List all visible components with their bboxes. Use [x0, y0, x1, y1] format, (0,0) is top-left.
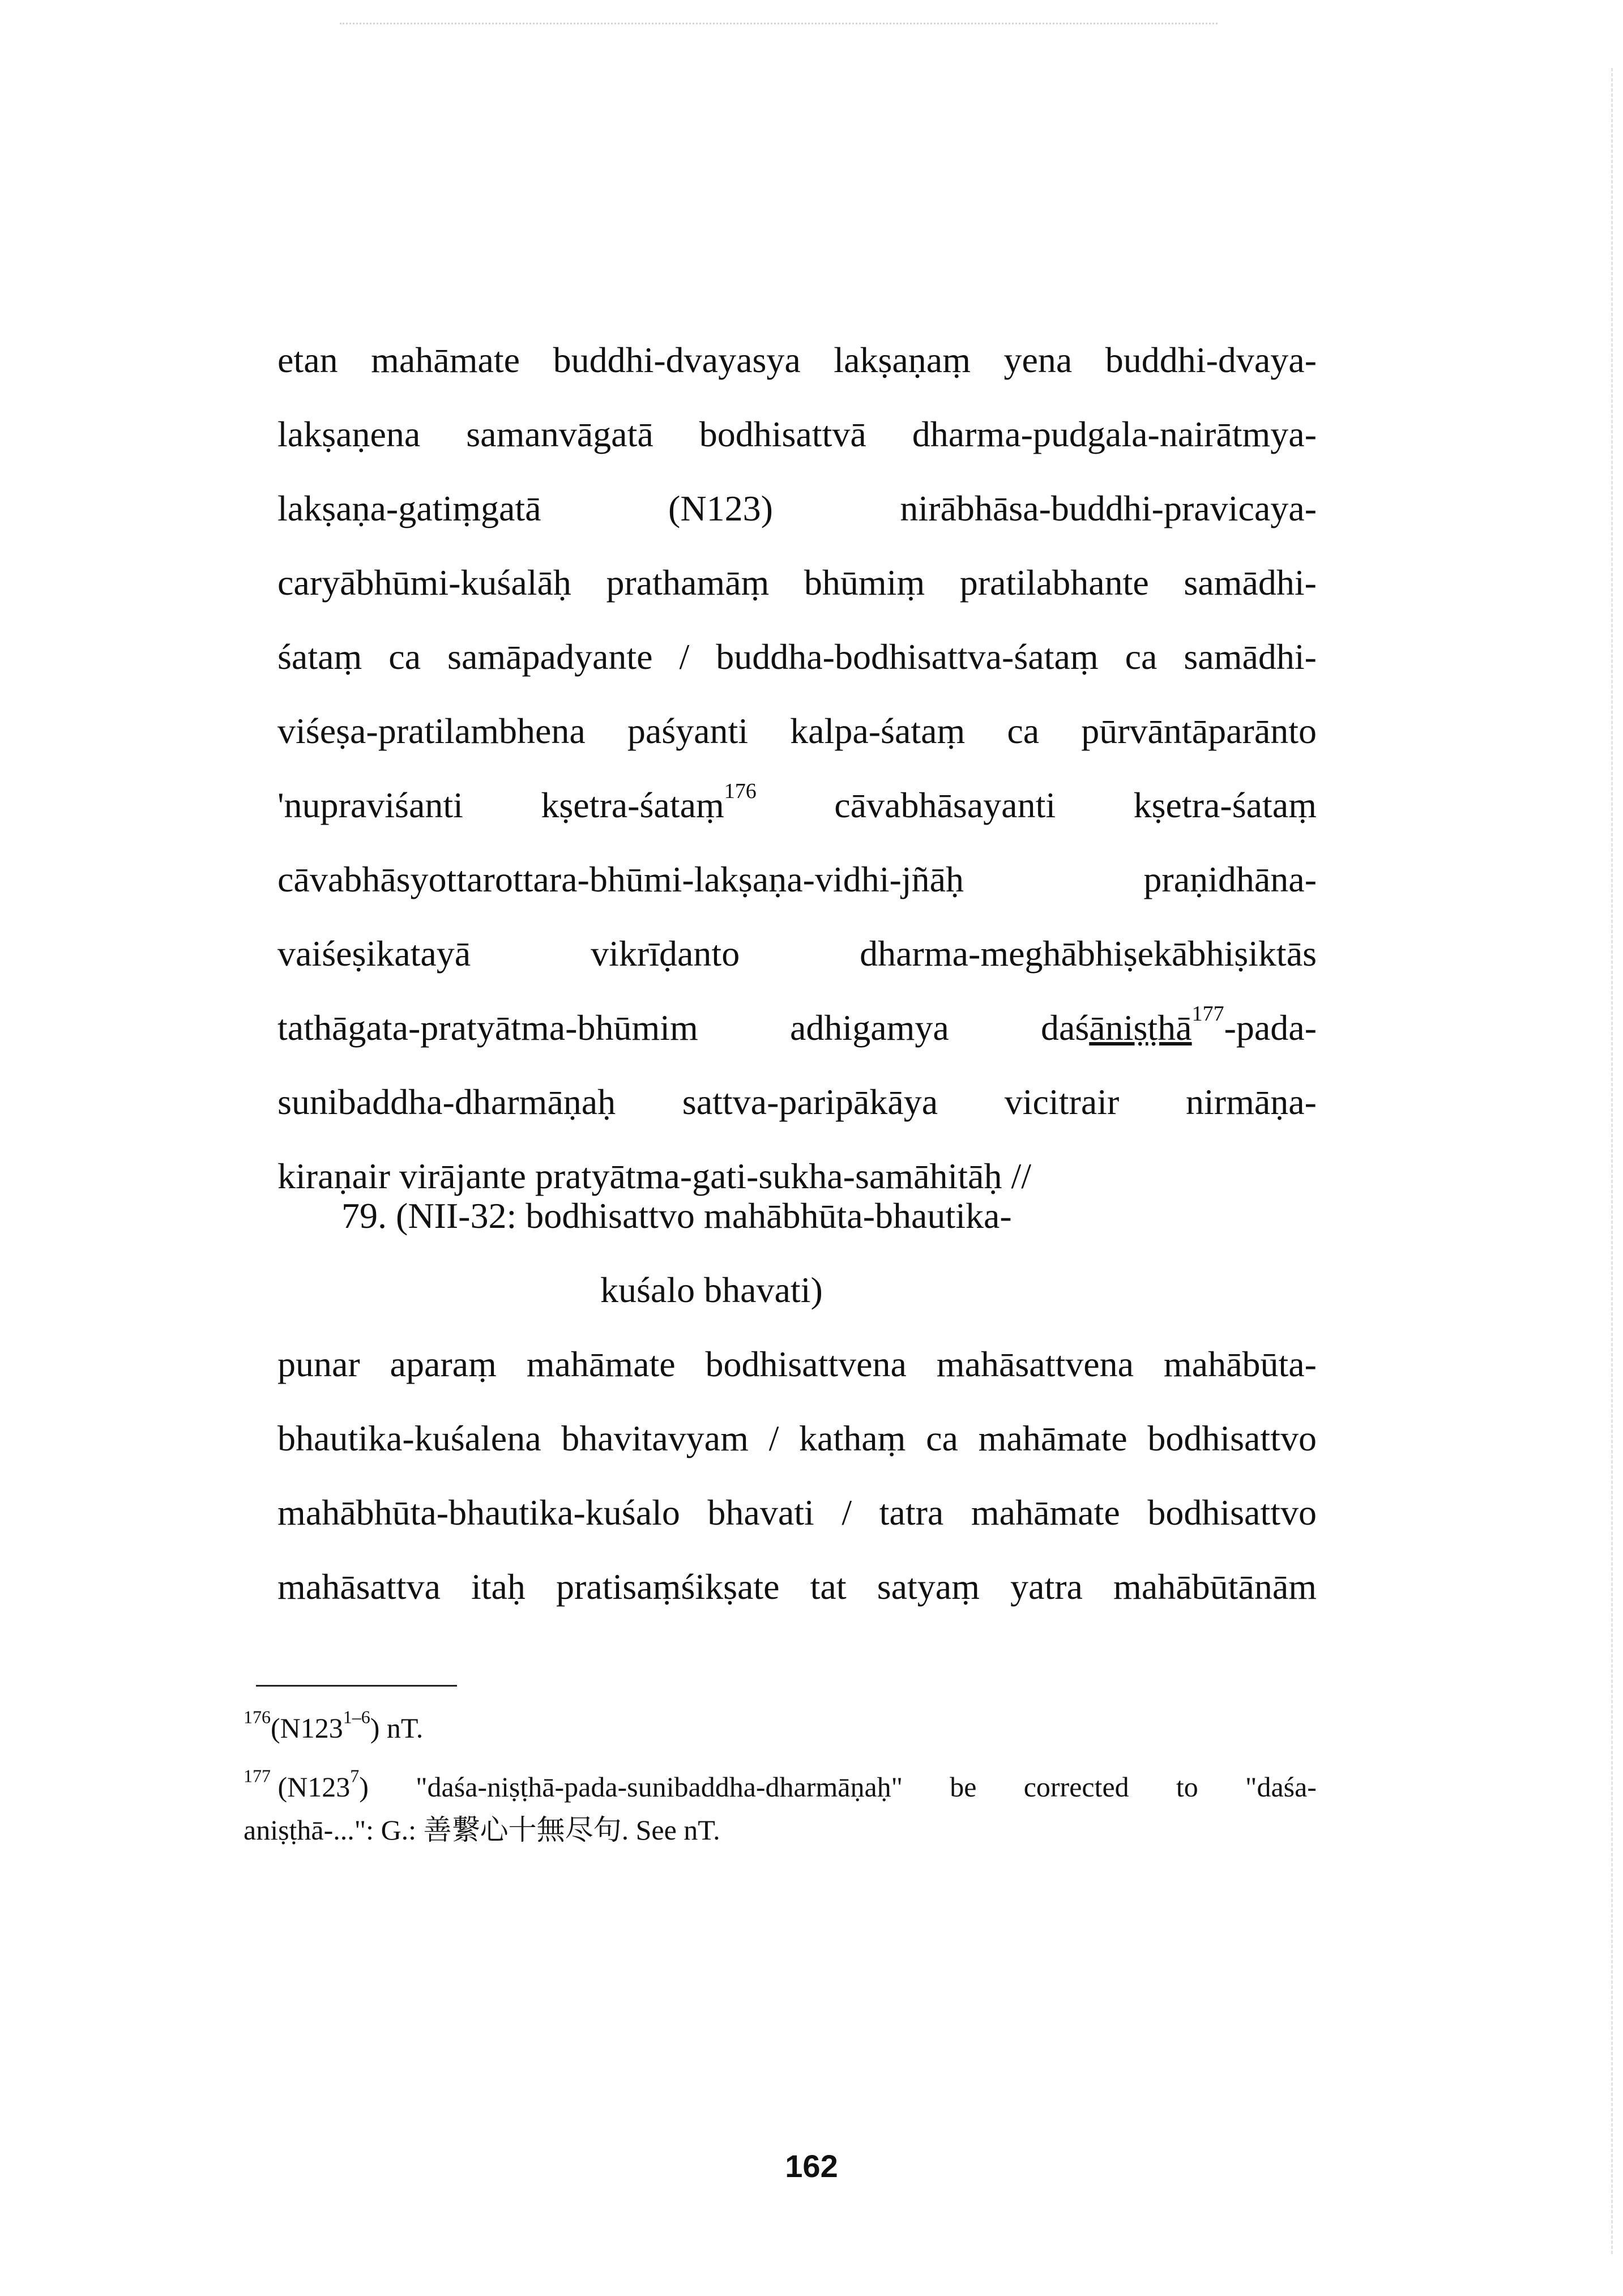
scan-artifact-top: [340, 23, 1218, 24]
word: mahābūta-: [1163, 1344, 1317, 1384]
word: sunibaddha-dharmāṇaḥ: [277, 1082, 616, 1122]
word: vikrīḍanto: [591, 933, 740, 974]
word: vicitrair: [1004, 1082, 1120, 1122]
word: ca: [1007, 711, 1040, 751]
word: samādhi-: [1184, 637, 1317, 677]
word: kathaṃ: [799, 1418, 906, 1458]
footnote-176: [244, 1706, 1317, 1749]
word: dharma-pudgala-nairātmya-: [912, 414, 1317, 454]
word: /: [842, 1492, 852, 1533]
word: bodhisattvo: [1147, 1418, 1317, 1458]
word: bhavati: [707, 1492, 814, 1533]
word: ca: [388, 637, 421, 677]
word: mahāmate: [971, 1492, 1120, 1533]
word: punar: [277, 1344, 360, 1384]
word: tatra: [879, 1492, 944, 1533]
word: śataṃ: [277, 637, 362, 677]
footnote-reference: 176: [724, 779, 757, 803]
word: cāvabhāsyottarottara-bhūmi-lakṣaṇa-vidhi-jñāḥ: [277, 859, 964, 899]
word: 'nupraviśanti: [277, 785, 463, 825]
page-number: 162: [785, 2148, 838, 2184]
text-line: [277, 471, 1317, 545]
footnote-number: 177: [244, 1765, 271, 1786]
word: mahāsattvena: [936, 1344, 1134, 1384]
word: samanvāgatā: [466, 414, 654, 454]
word: bhautika-kuśalena: [277, 1418, 541, 1458]
word: satyaṃ: [877, 1567, 980, 1607]
word: kiraṇair virājante pratyātma-gati-sukha-samāhitāḥ //: [277, 1156, 1031, 1196]
word: buddhi-dvaya-: [1105, 340, 1317, 380]
footnote-word: "daśa-niṣṭhā-pada-sunibaddha-dharmāṇaḥ": [416, 1771, 903, 1803]
word: adhigamya: [790, 1008, 949, 1048]
footnote-word: to: [1176, 1771, 1198, 1803]
footnote-number: 176: [244, 1706, 271, 1727]
footnote-word: corrected: [1023, 1771, 1129, 1803]
text-line: [277, 1327, 1317, 1401]
word: samādhi-: [1184, 562, 1317, 603]
text-line: [277, 842, 1317, 916]
word-text: kṣetra-śataṃ: [541, 785, 724, 825]
word: /: [679, 637, 690, 677]
footnote-word: be: [950, 1771, 977, 1803]
footnote-text: (N123: [271, 1771, 351, 1803]
section-heading-line-1: 79. (NII-32: bodhisattvo mahābhūta-bhautika-: [341, 1196, 1012, 1236]
word: lakṣaṇa-gatiṃgatā: [277, 488, 541, 528]
word: (N123): [668, 488, 773, 528]
word: lakṣaṇaṃ: [834, 340, 971, 380]
word: kṣetra-śataṃ: [1133, 785, 1317, 825]
text-line: [277, 694, 1317, 768]
footnote-superscript: 1–6: [343, 1706, 370, 1727]
word: mahāmate: [978, 1418, 1127, 1458]
word: mahābūtānām: [1113, 1567, 1317, 1607]
word: /: [768, 1418, 779, 1458]
word: [541, 768, 756, 842]
text-line: [277, 991, 1317, 1065]
word: ca: [1125, 637, 1158, 677]
paragraph-2: [277, 1327, 1317, 1624]
word: dharma-meghābhiṣekābhiṣiktās: [860, 933, 1317, 974]
word: [1041, 991, 1317, 1065]
word: tathāgata-pratyātma-bhūmim: [277, 1008, 698, 1048]
word: kalpa-śataṃ: [790, 711, 966, 751]
word: yatra: [1010, 1567, 1083, 1607]
section-heading-line-2: kuśalo bhavati): [600, 1270, 823, 1310]
word: praṇidhāna-: [1143, 859, 1317, 899]
text-line: [277, 545, 1317, 620]
footnote-superscript: 7: [350, 1765, 360, 1786]
word: buddha-bodhisattva-śataṃ: [716, 637, 1099, 677]
word: bodhisattvo: [1147, 1492, 1317, 1533]
word: ca: [926, 1418, 958, 1458]
footnote-reference: 177: [1191, 1001, 1224, 1026]
footnote-text: ) nT.: [370, 1712, 424, 1744]
text-line: [277, 620, 1317, 694]
word: caryābhūmi-kuśalāḥ: [277, 562, 571, 603]
word: vaiśeṣikatayā: [277, 933, 471, 974]
word: buddhi-dvayasya: [553, 340, 801, 380]
word: mahābhūta-bhautika-kuśalo: [277, 1492, 680, 1533]
word: mahāmate: [371, 340, 520, 380]
word: samāpadyante: [447, 637, 653, 677]
word: bodhisattvena: [705, 1344, 907, 1384]
word: bodhisattvā: [699, 414, 866, 454]
word: cāvabhāsayanti: [834, 785, 1056, 825]
text-line: [277, 323, 1317, 397]
footnote-line: [244, 1765, 1317, 1808]
word: prathamāṃ: [606, 562, 770, 603]
word: pratilabhante: [959, 562, 1149, 603]
text-line: [277, 916, 1317, 991]
word: mahāsattva: [277, 1567, 441, 1607]
word: viśeṣa-pratilambhena: [277, 711, 586, 751]
footnote-text: (N123: [271, 1712, 343, 1744]
text-line: [277, 397, 1317, 471]
text-line: [277, 1550, 1317, 1624]
word-text: -pada-: [1224, 1008, 1317, 1048]
word: yena: [1003, 340, 1073, 380]
word: nirābhāsa-buddhi-pravicaya-: [900, 488, 1317, 528]
text-line: [277, 1401, 1317, 1475]
word: sattva-paripākāya: [682, 1082, 938, 1122]
word: pūrvāntāparānto: [1081, 711, 1317, 751]
footnote-177: [244, 1765, 1317, 1851]
word: itaḥ: [471, 1567, 526, 1607]
footnote-word: [244, 1765, 369, 1808]
footnote-separator: [256, 1685, 457, 1687]
word: pratisaṃśikṣate: [556, 1567, 780, 1607]
text-line: [277, 1065, 1317, 1139]
text-line: [277, 768, 1317, 842]
scan-artifact-edge: [1611, 68, 1613, 2254]
word: tat: [810, 1567, 847, 1607]
text-line: [277, 1475, 1317, 1550]
word: bhavitavyam: [561, 1418, 749, 1458]
word-text: daśāniṣṭhā: [1040, 1008, 1192, 1048]
word: lakṣaṇena: [277, 414, 421, 454]
paragraph-1: [277, 323, 1317, 1213]
word: bhūmiṃ: [804, 562, 925, 603]
footnote-text: ): [359, 1771, 369, 1803]
word: mahāmate: [526, 1344, 676, 1384]
word: etan: [277, 340, 338, 380]
footnote-word: "daśa-: [1245, 1771, 1317, 1803]
word: paśyanti: [627, 711, 749, 751]
word: nirmāṇa-: [1185, 1082, 1317, 1122]
footnote-line: aniṣṭhā-...": G.: 善繋心十無尽句. See nT.: [244, 1814, 720, 1846]
word: aparaṃ: [390, 1344, 497, 1384]
